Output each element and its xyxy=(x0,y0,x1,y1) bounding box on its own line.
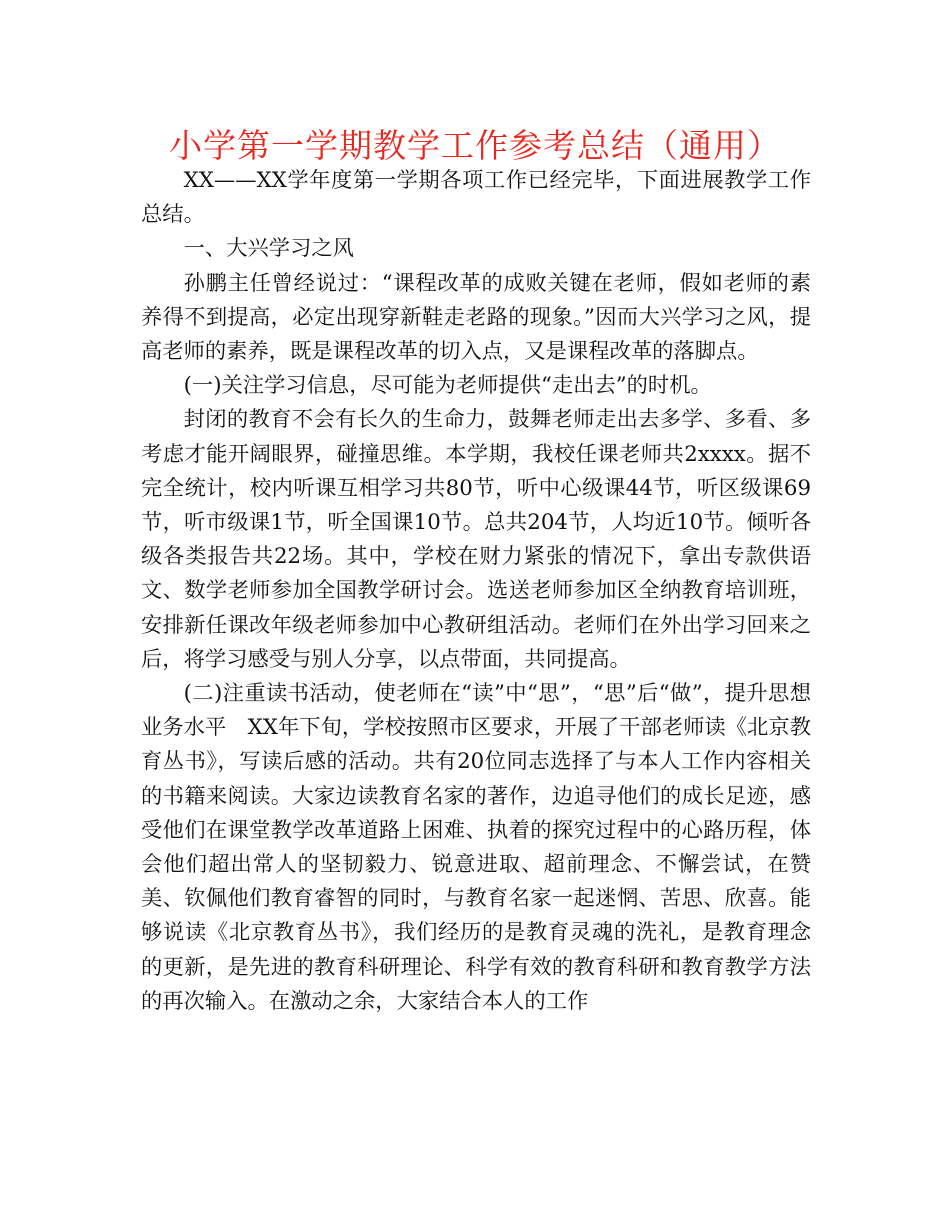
paragraph-reading-activity: (二)注重读书活动，使老师在“读”中“思”，“思”后“做”，提升思想业务水平 XX年下旬，学校按照市区要求，开展了干部老师读《北京教育丛书》，写读后感的活动。共有20位同志选择了与本人工作内容相关的书籍来阅读。大家边读教育名家的著作，边追寻他们的成长足迹，感受他们在课堂教学改革道路上困难、执着的探究过程中的心路历程，体会他们超出常人的坚韧毅力、锐意进取、超前理念、不懈尝试，在赞美、钦佩他们教育睿智的同时，与教育名家一起迷惘、苦思、欣喜。能够说读《北京教育丛书》，我们经历的是教育灵魂的洗礼，是教育理念的更新，是先进的教育科研理论、科学有效的教育科研和教育教学方法的再次输入。在激动之余，大家结合本人的工作 xyxy=(141,681,811,1014)
subsection-heading-1: (一)关注学习信息，尽可能为老师提供“走出去”的时机。 xyxy=(183,373,712,399)
document-body xyxy=(141,164,811,1019)
paragraph-intro: XX——XX学年度第一学期各项工作已经完毕，下面进展教学工作总结。 xyxy=(141,168,811,228)
paragraph-quote: 孙鹏主任曾经说过：“课程改革的成败关键在老师，假如老师的素养得不到提高，必定出现穿新鞋走老路的现象。”因而大兴学习之风，提高老师的素养，既是课程改革的切入点，又是课程改革的落脚点。 xyxy=(141,270,811,365)
section-heading-1: 一、大兴学习之风 xyxy=(183,236,354,262)
paragraph-study-stats: 封闭的教育不会有长久的生命力，鼓舞老师走出去多学、多看、多考虑才能开阔眼界，碰撞思维。本学期，我校任课老师共2xxxx。据不完全统计，校内听课互相学习共80节，听中心级课44节，听区级课69节，听市级课1节，听全国课10节。总共204节，人均近10节。倾听各级各类报告共22场。其中，学校在财力紧张的情况下，拿出专款供语文、数学老师参加全国教学研讨会。选送老师参加区全纳教育培训班，安排新任课改年级老师参加中心教研组活动。老师们在外出学习回来之后，将学习感受与别人分享，以点带面，共同提高。 xyxy=(141,407,811,672)
document-title: 小学第一学期教学工作参考总结（通用） xyxy=(169,126,781,165)
